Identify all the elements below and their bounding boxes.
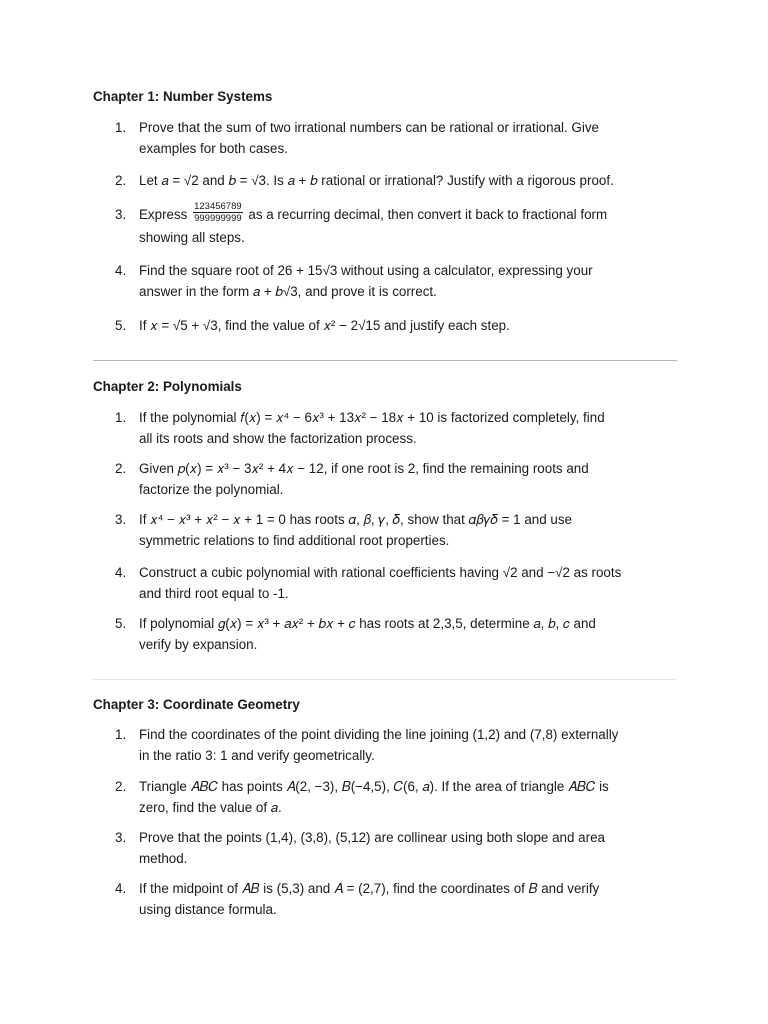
question-text-line: using distance formula. (139, 902, 277, 917)
question-number: 1. (115, 727, 127, 742)
question-text-line: all its roots and show the factorization process. (139, 431, 417, 446)
question-text-line: factorize the polynomial. (139, 482, 284, 497)
question-text-line: Find the coordinates of the point dividing the line joining (1,2) and (7,8) externally (139, 727, 619, 742)
question-text-line: If 𝑥⁴ − 𝑥³ + 𝑥² − 𝑥 + 1 = 0 has roots 𝛼, 𝛽, 𝛾, 𝛿, show that 𝛼𝛽𝛾𝛿 = 1 and use (139, 512, 572, 527)
question-text-line: If 𝑥 = √5 + √3, find the value of 𝑥² − 2√15 and justify each step. (139, 318, 510, 333)
question-text-line: showing all steps. (139, 230, 245, 245)
question-number: 4. (115, 565, 127, 580)
question-text-suffix: as a recurring decimal, then convert it back to fractional form (248, 207, 608, 223)
question-text-line: Given 𝑝(𝑥) = 𝑥³ − 3𝑥² + 4𝑥 − 12, if one root is 2, find the remaining roots and (139, 461, 589, 476)
question-text-line: in the ratio 3: 1 and verify geometrically. (139, 748, 375, 763)
question-text-line (139, 201, 677, 227)
question-text-line: examples for both cases. (139, 141, 288, 156)
question-text-line: If the midpoint of 𝐴𝐵 is (5,3) and 𝐴 = (2,7), find the coordinates of 𝐵 and verify (139, 881, 600, 896)
question-text-line: Prove that the sum of two irrational numbers can be rational or irrational. Give (139, 120, 599, 135)
question-text-line: zero, find the value of 𝑎. (139, 800, 282, 815)
section-divider (93, 679, 677, 680)
question-number: 1. (115, 120, 127, 135)
question-text-line: and third root equal to -1. (139, 586, 289, 601)
chapter-3-title: Chapter 3: Coordinate Geometry (93, 697, 300, 712)
question-text-line: Prove that the points (1,4), (3,8), (5,12) are collinear using both slope and area (139, 830, 605, 845)
question-text-line: verify by expansion. (139, 637, 258, 652)
question-number: 5. (115, 616, 127, 631)
chapter-2-title: Chapter 2: Polynomials (93, 379, 242, 394)
chapter-1-title: Chapter 1: Number Systems (93, 89, 273, 104)
question-number: 3. (115, 830, 127, 845)
question-text-line: Triangle 𝐴𝐵𝐶 has points 𝐴(2, −3), 𝐵(−4,5), 𝐶(6, 𝑎). If the area of triangle 𝐴𝐵𝐶 is (139, 779, 609, 794)
question-number: 2. (115, 779, 127, 794)
fraction-denominator: 999999999 (194, 213, 242, 224)
question-text-line: symmetric relations to find additional root properties. (139, 533, 450, 548)
question-text-line: If the polynomial 𝑓(𝑥) = 𝑥⁴ − 6𝑥³ + 13𝑥² − 18𝑥 + 10 is factorized completely, find (139, 410, 605, 425)
question-number: 2. (115, 173, 127, 188)
question-text-line: Let 𝑎 = √2 and 𝑏 = √3. Is 𝑎 + 𝑏 rational or irrational? Justify with a rigorous proof. (139, 173, 614, 188)
question-number: 2. (115, 461, 127, 476)
question-number: 3. (115, 207, 127, 222)
question-number: 3. (115, 512, 127, 527)
question-text-line: method. (139, 851, 188, 866)
question-number: 1. (115, 410, 127, 425)
question-text-line: answer in the form 𝑎 + 𝑏√3, and prove it is correct. (139, 284, 437, 299)
question-number: 5. (115, 318, 127, 333)
question-number: 4. (115, 263, 127, 278)
fraction-numerator: 123456789 (194, 201, 242, 212)
question-text-prefix: Express (139, 207, 188, 223)
section-divider (93, 360, 677, 361)
question-text-line: Construct a cubic polynomial with rational coefficients having √2 and −√2 as roots (139, 565, 622, 580)
fraction (193, 201, 243, 224)
question-number: 4. (115, 881, 127, 896)
question-text-line: If polynomial 𝑔(𝑥) = 𝑥³ + 𝑎𝑥² + 𝑏𝑥 + 𝑐 has roots at 2,3,5, determine 𝑎, 𝑏, 𝑐 and (139, 616, 596, 631)
question-text-line: Find the square root of 26 + 15√3 without using a calculator, expressing your (139, 263, 593, 278)
